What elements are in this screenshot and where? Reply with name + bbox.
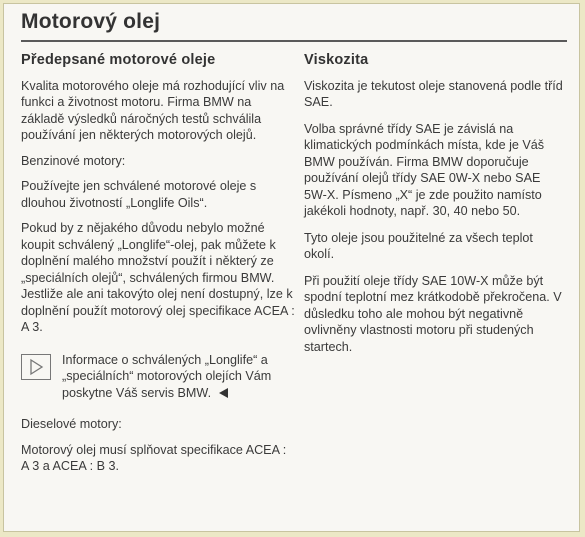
play-triangle-icon <box>21 354 51 380</box>
title-divider <box>21 40 567 42</box>
right-column <box>304 52 564 365</box>
note-text: Informace o schválených „Longlife“ a „speciálních“ motorových olejích Vám poskytne Váš servis BMW. <box>62 352 272 400</box>
paragraph-cold-start: Při použití oleje třídy SAE 10W-X může být spodní teplotní mez krátkodobě překročena. V důsledku toho ale mohou být negativně ovlivněny vlastnosti motoru při studených startech. <box>304 273 562 354</box>
label-diesel-engines: Dieselové motory: <box>21 417 122 431</box>
section-heading-prescribed-oils: Předepsané motorové oleje <box>21 52 216 68</box>
paragraph-viscosity-def: Viskozita je tekutost oleje stanovená podle tříd SAE. <box>304 78 563 109</box>
paragraph-sae-class: Volba správné třídy SAE je závislá na klimatických podmínkách místa, kde je Váš BMW používán. Firma BMW doporučuje používání olejů třídy SAE 0W-X nebo SAE 5W-X. Písmeno „X“ je zde použito namísto jakékoli hodnoty, např. 30, 40 nebo 50. <box>304 121 545 218</box>
paragraph-special-oils: Pokud by z nějakého důvodu nebylo možné koupit schválený „Longlife“-olej, pak můžete k doplnění malého množství použít i některý ze „speciálních olejů“, schválených firmou BMW. Jestliže ale ani takovýto olej není dostupný, lze k doplnění použít motorový olej specifikace ACEA : A 3. <box>21 221 295 334</box>
label-petrol-engines: Benzinové motory: <box>21 153 126 168</box>
paragraph-oil-quality: Kvalita motorového oleje má rozhodující vliv na funkci a životnost motoru. Firma BMW na základě výsledků náročných testů schválila používání jen některých motorových olejů. <box>21 78 285 142</box>
info-note <box>21 352 296 403</box>
paragraph-all-temps: Tyto oleje jsou použitelné za všech teplot okolí. <box>304 230 533 261</box>
end-triangle-icon <box>219 386 228 403</box>
manual-page <box>3 3 580 532</box>
left-column <box>21 52 296 484</box>
paragraph-diesel-spec: Motorový olej musí splňovat specifikace ACEA : A 3 a ACEA : B 3. <box>21 442 287 473</box>
paragraph-longlife-oils: Používejte jen schválené motorové oleje s dlouhou životností „Longlife Oils“. <box>21 179 257 210</box>
section-heading-viscosity: Viskozita <box>304 52 369 68</box>
page-title: Motorový olej <box>21 10 161 33</box>
